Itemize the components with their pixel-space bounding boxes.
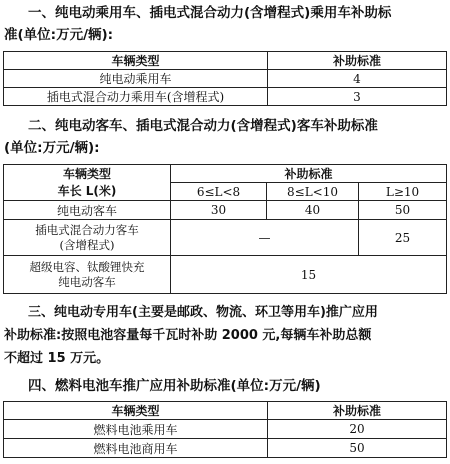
col-vehicle-type-header: 车辆类型	[4, 52, 268, 70]
section1-heading-line2: 准(单位:万元/辆):	[4, 27, 114, 43]
vehicle-length-label: 车长 L(米)	[57, 183, 117, 198]
row-value: 30	[171, 201, 267, 220]
section3-line3: 不超过 15 万元。	[4, 351, 110, 366]
row-type-line2: 纯电动客车	[58, 274, 116, 289]
row-value: 20	[268, 420, 447, 439]
row-type-line1: 插电式混合动力客车	[35, 222, 139, 237]
row-type-line1: 超级电容、钛酸锂快充	[29, 259, 145, 274]
section1-heading-line1: 一、纯电动乘用车、插电式混合动力(含增程式)乘用车补助标	[28, 5, 392, 21]
section2-heading-line1: 二、纯电动客车、插电式混合动力(含增程式)客车补助标准	[28, 118, 378, 134]
subsidy-group-header: 补助标准	[171, 165, 447, 183]
section3-line1: 三、纯电动专用车(主要是邮政、物流、环卫等用车)推广应用	[28, 305, 378, 320]
section4-table	[3, 401, 447, 458]
row-type: 纯电动乘用车	[4, 70, 268, 88]
section4-heading: 四、燃料电池车推广应用补助标准(单位:万元/辆)	[28, 378, 321, 394]
col-subsidy-header: 补助标准	[268, 52, 447, 70]
row-type: 燃料电池商用车	[4, 439, 268, 458]
range-header: 6≤L<8	[171, 183, 267, 201]
row-value: 40	[267, 201, 359, 220]
row-type: 插电式混合动力乘用车(含增程式)	[4, 88, 268, 106]
col-vehicle-type-header	[4, 165, 171, 201]
merged-value-cell: 15	[171, 256, 447, 294]
row-value: 25	[359, 220, 447, 256]
section2-table	[3, 164, 447, 294]
col-vehicle-type-header: 车辆类型	[4, 402, 268, 420]
range-header: 8≤L<10	[267, 183, 359, 201]
section2-heading-line2: (单位:万元/辆):	[4, 140, 100, 156]
col-subsidy-header: 补助标准	[268, 402, 447, 420]
row-type	[4, 220, 171, 256]
row-value: 50	[268, 439, 447, 458]
row-type	[4, 256, 171, 294]
section3-line2: 补助标准:按照电池容量每千瓦时补助 2000 元,每辆车补助总额	[4, 328, 372, 343]
row-value: 4	[268, 70, 447, 88]
row-value: 50	[359, 201, 447, 220]
row-type: 燃料电池乘用车	[4, 420, 268, 439]
row-type: 纯电动客车	[4, 201, 171, 220]
section1-table	[3, 51, 447, 106]
range-header: L≥10	[359, 183, 447, 201]
vehicle-type-label: 车辆类型	[62, 166, 111, 181]
row-type-line2: (含增程式)	[59, 237, 115, 252]
merged-dash-cell: —	[171, 220, 359, 256]
row-value: 3	[268, 88, 447, 106]
